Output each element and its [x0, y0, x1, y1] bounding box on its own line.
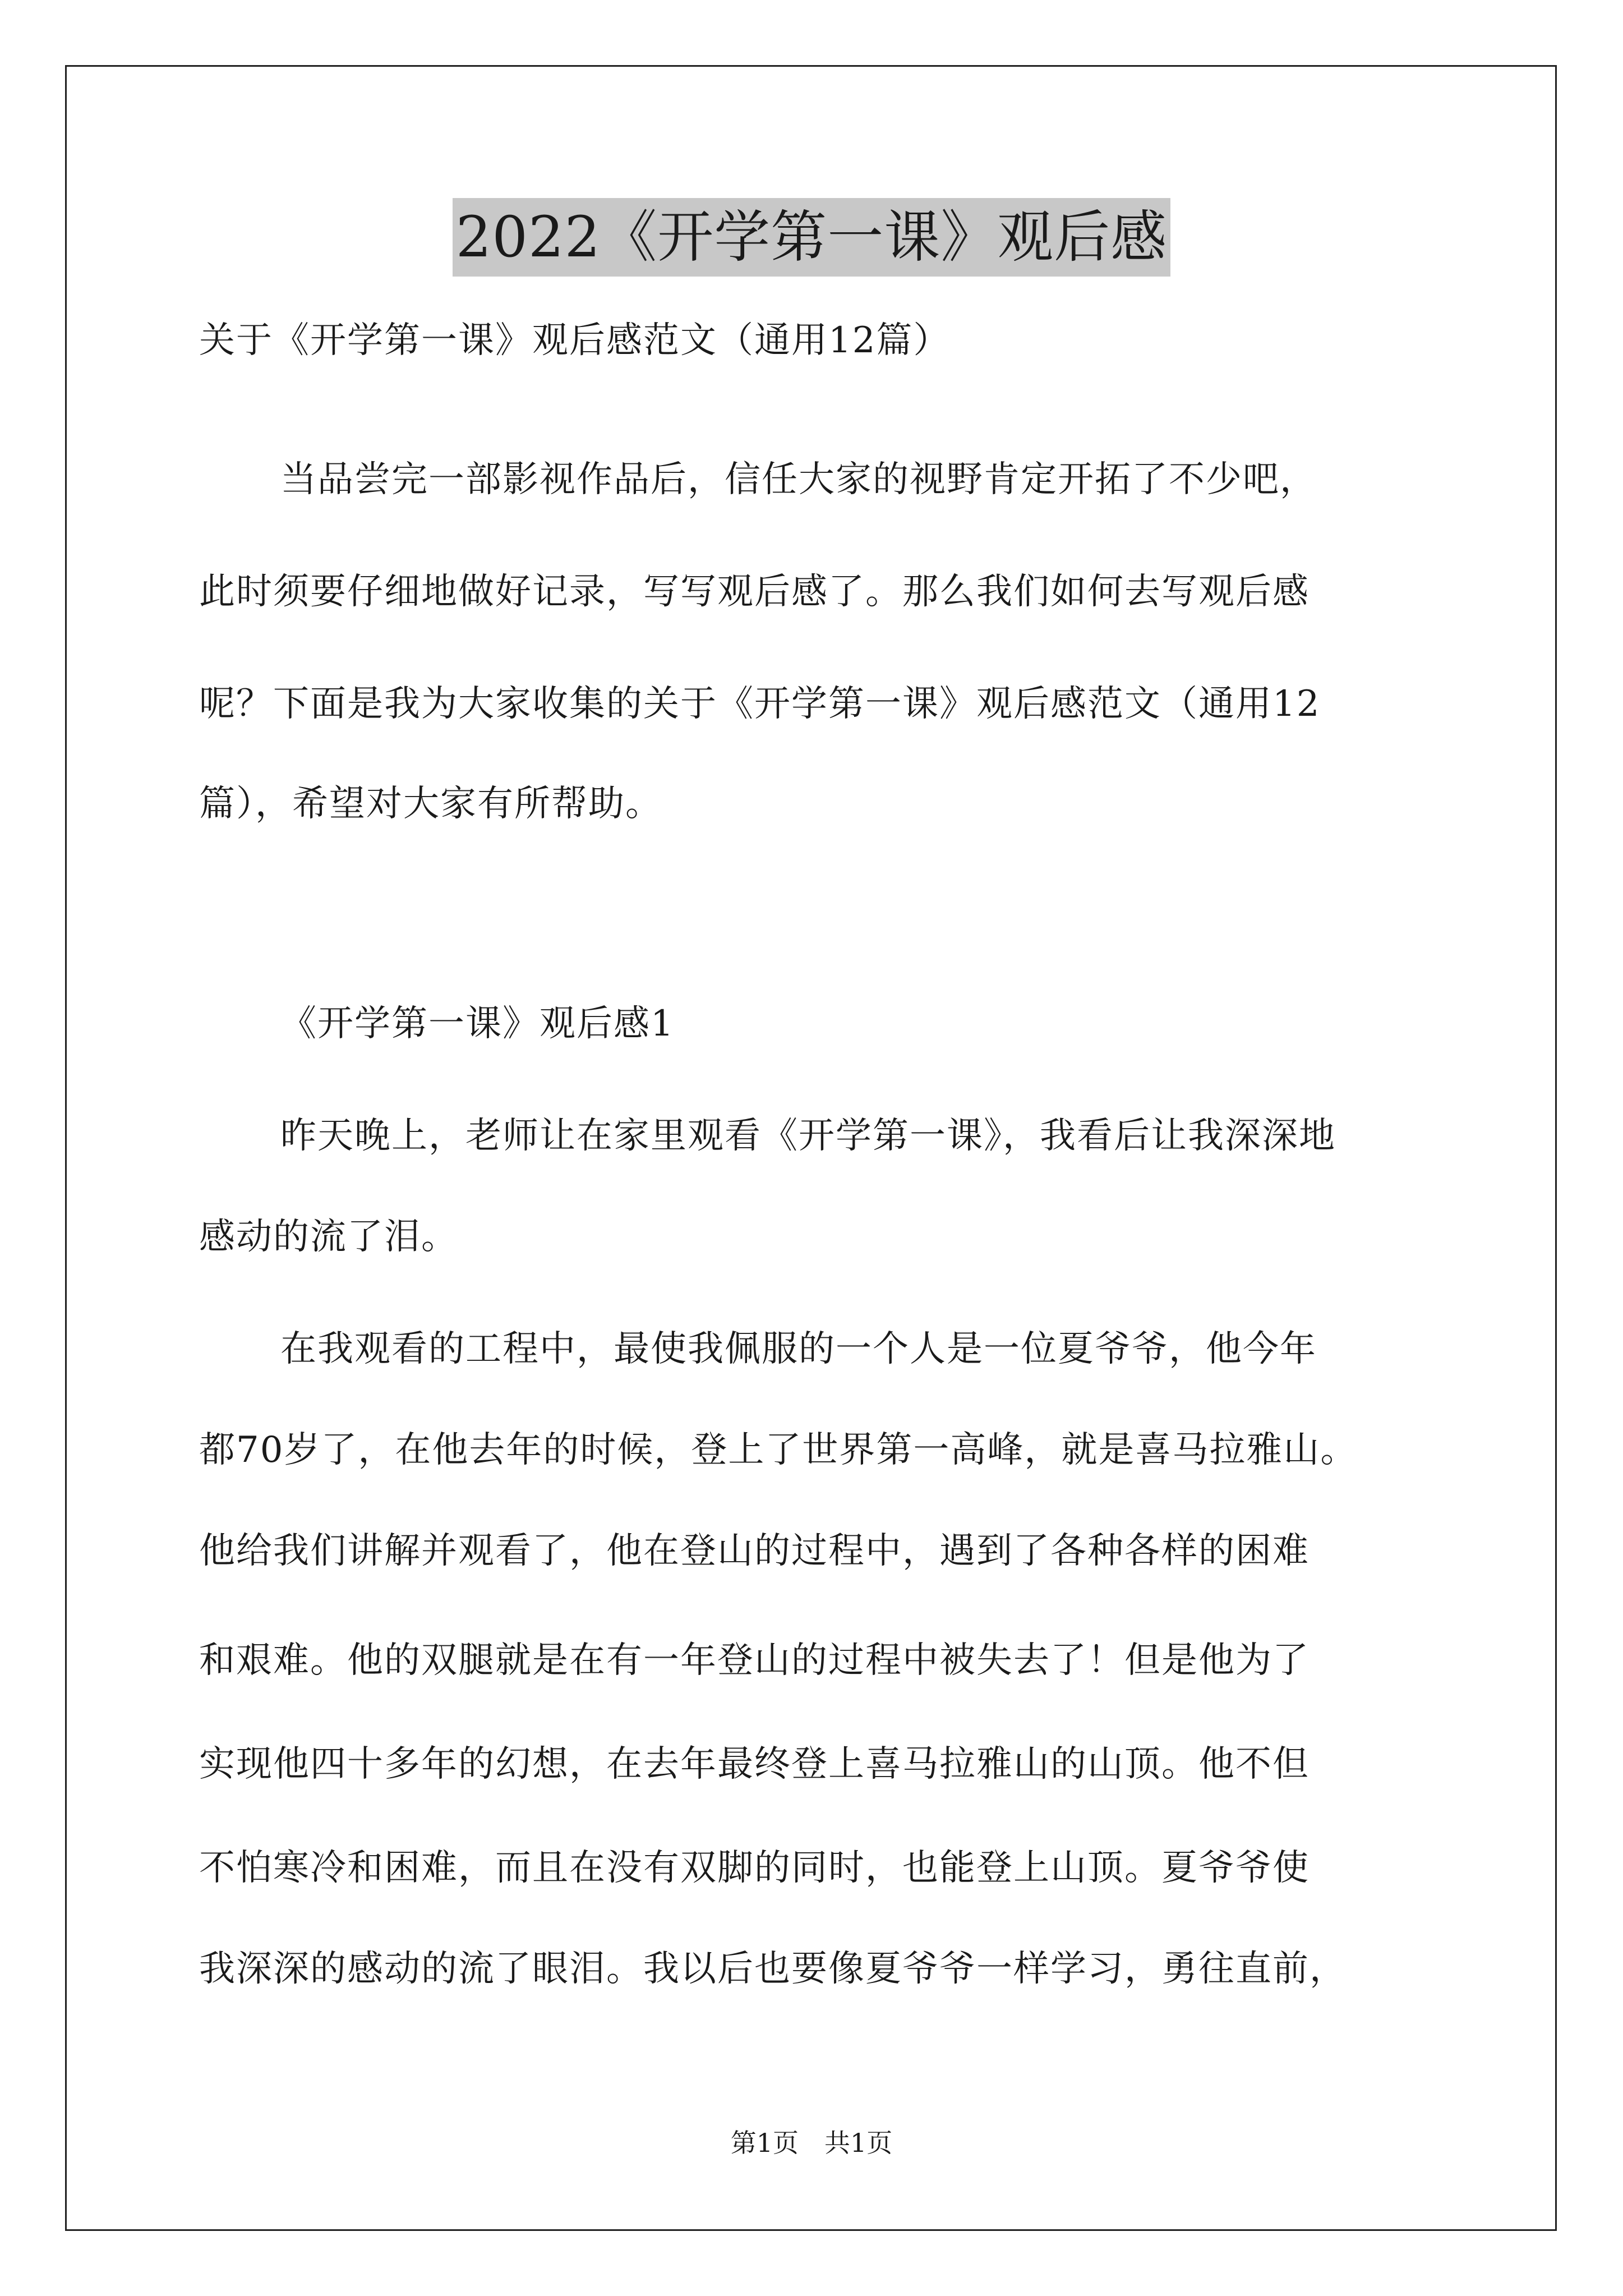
paragraph-line: 和艰难。他的双腿就是在有一年登山的过程中被失去了！但是他为了 [199, 1640, 1310, 1681]
intro-line: 此时须要仔细地做好记录，写写观后感了。那么我们如何去写观后感 [199, 571, 1310, 613]
paragraph-line: 感动的流了泪。 [199, 1216, 458, 1258]
intro-line: 呢？下面是我为大家收集的关于《开学第一课》观后感范文（通用12 [199, 683, 1321, 725]
paragraph-line: 都70岁了，在他去年的时候，登上了世界第一高峰，就是喜马拉雅山。 [199, 1429, 1358, 1471]
paragraph-line: 在我观看的工程中，最使我佩服的一个人是一位夏爷爷，他今年 [280, 1328, 1317, 1370]
paragraph-line: 实现他四十多年的幻想，在去年最终登上喜马拉雅山的山顶。他不但 [199, 1743, 1310, 1785]
paragraph-line: 我深深的感动的流了眼泪。我以后也要像夏爷爷一样学习，勇往直前， [199, 1948, 1347, 1990]
document-subtitle: 关于《开学第一课》观后感范文（通用12篇） [199, 320, 951, 361]
intro-line: 篇），希望对大家有所帮助。 [199, 783, 662, 825]
paragraph-line: 昨天晚上，老师让在家里观看《开学第一课》，我看后让我深深地 [280, 1115, 1336, 1157]
document-title: 2022《开学第一课》观后感 [453, 198, 1171, 277]
page-number-footer: 第1页 共1页 [730, 2128, 893, 2158]
paragraph-line: 不怕寒冷和困难，而且在没有双脚的同时，也能登上山顶。夏爷爷使 [199, 1847, 1310, 1889]
title-wrapper [0, 198, 1623, 277]
paragraph-line: 他给我们讲解并观看了，他在登山的过程中，遇到了各种各样的困难 [199, 1530, 1310, 1572]
intro-line: 当品尝完一部影视作品后，信任大家的视野肯定开拓了不少吧， [280, 459, 1317, 500]
section-heading: 《开学第一课》观后感1 [280, 1003, 675, 1045]
